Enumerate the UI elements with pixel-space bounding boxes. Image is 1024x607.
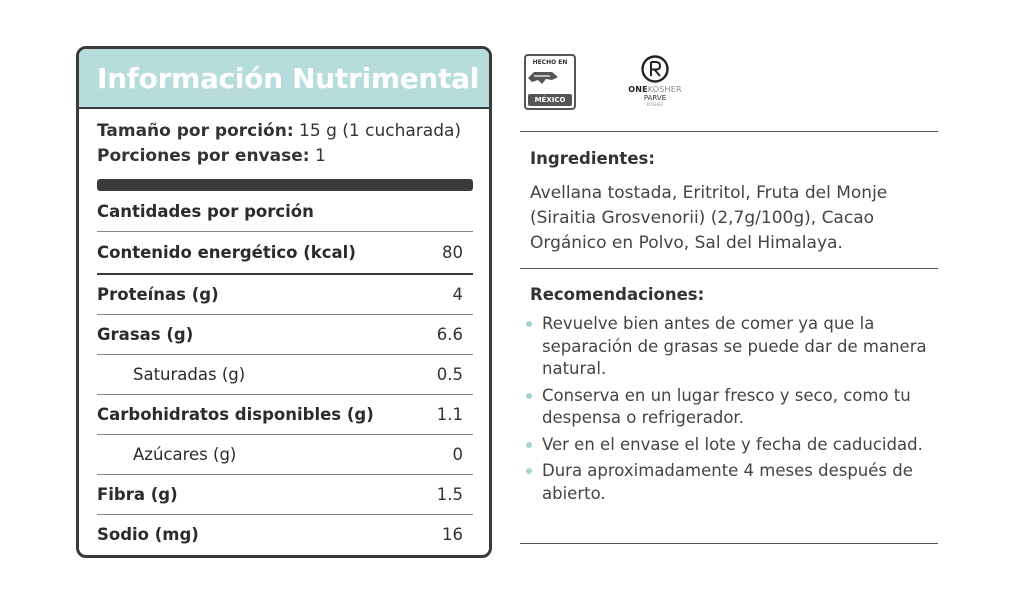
recommendation-text: Conserva en un lugar fresco y seco, como tu despensa o refrigerador. [542,385,911,427]
nutrient-label: Proteínas (g) [97,285,219,304]
kosher-brand-light: KOSHER [647,85,682,94]
nutrient-value: 80 [442,243,463,262]
bullet-icon [526,468,532,474]
one-kosher-logo [620,54,690,114]
divider-top [520,131,938,132]
nutrient-label: Fibra (g) [97,485,178,504]
nutrient-value: 4 [452,285,463,304]
hecho-en-mexico-logo [524,54,576,110]
recommendation-text: Dura aproximadamente 4 meses después de abierto. [542,461,913,503]
kosher-brand-strong: ONE [628,85,648,94]
nutrient-label: Azúcares (g) [133,445,237,464]
list-item [524,313,934,381]
bullet-icon [526,442,532,448]
mexico-logo-bottom-text: MÉXICO [528,94,572,106]
serving-size-value: 15 g (1 cucharada) [299,121,462,141]
recommendations-list [524,313,934,509]
nutrient-label: Sodio (mg) [97,525,199,544]
nutrient-row-fat [97,315,473,355]
nutrition-title: Información Nutrimental [97,61,479,95]
nutrient-label: Saturadas (g) [133,365,246,384]
kosher-brand [620,85,690,94]
nutrient-row-fiber [97,475,473,515]
servings-per-container-label: Porciones por envase: [97,146,310,166]
divider-middle [520,268,938,269]
serving-size-label: Tamaño por porción: [97,121,294,141]
nutrition-header [79,49,489,109]
nutrient-row-saturated [97,355,473,395]
nutrient-value: 0 [452,445,463,464]
divider-bottom [520,543,938,544]
list-item [524,434,934,457]
recommendation-text: Revuelve bien antes de comer ya que la separación de grasas se puede dar de manera natural. [542,314,927,378]
thick-divider [97,179,473,191]
nutrient-row-sodium [97,515,473,554]
nutrient-value: 6.6 [436,325,463,344]
bullet-icon [526,321,532,327]
kosher-parve: PARVE [643,94,667,102]
recommendations-title: Recomendaciones: [530,285,705,304]
bullet-icon [526,393,532,399]
nutrition-facts-panel [76,46,492,558]
nutrient-label: Contenido energético (kcal) [97,243,356,262]
servings-per-container-value: 1 [314,146,326,166]
nutrient-value: 0.5 [436,365,463,384]
ingredients-text: Avellana tostada, Eritritol, Fruta del Monje (Siraitia Grosvenorii) (2,7g/100g), Cacao Orgánico en Polvo, Sal del Himalaya. [530,183,888,253]
mexico-emblem-icon [526,68,560,88]
serving-size [97,119,473,144]
nutrient-row-energy [97,232,473,275]
nutrient-value: 1.1 [436,405,463,424]
amounts-header: Cantidades por porción [97,191,473,232]
nutrition-body [79,119,489,554]
nutrient-label: Grasas (g) [97,325,194,344]
list-item [524,385,934,430]
mexico-logo-top-text: HECHO EN [532,59,568,66]
ingredients-title: Ingredientes: [530,149,655,168]
nutrient-value: 16 [442,525,463,544]
servings-per-container [97,144,473,169]
kosher-small-text: KOSHER [646,102,664,107]
recommendation-text: Ver en el envase el lote y fecha de caducidad. [542,434,923,454]
nutrient-row-protein [97,275,473,315]
nutrient-row-carbohydrates [97,395,473,435]
kosher-seal-icon [639,54,671,84]
list-item [524,460,934,505]
nutrient-value: 1.5 [436,485,463,504]
nutrient-label: Carbohidratos disponibles (g) [97,405,374,424]
nutrient-row-sugars [97,435,473,475]
